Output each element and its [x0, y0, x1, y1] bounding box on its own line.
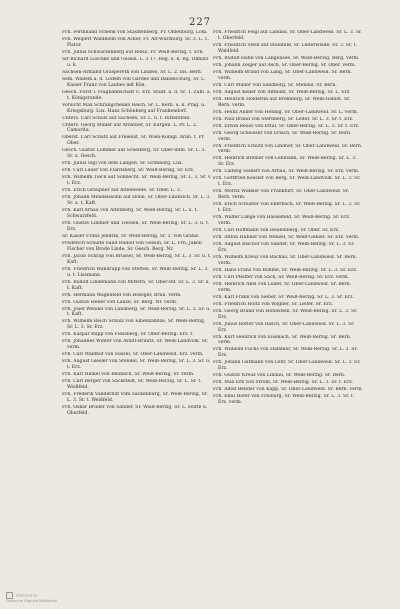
list-item: Frh. Gottfried Kessler von Berg, Sr. Weiß-Landvolk. Sr. L. 3. Sr. t. Erz.: [213, 176, 361, 188]
list-item: Frh. Weipert Waldheim von Acker, Fr. Alt-Würzburg. Sr. 3. L. 1. Pistor.: [62, 37, 209, 48]
list-item: Frh. Georg Brand von Hohnstein, Sr. Weiß-Berzig. Sr. L. 3. Sr. Erz.: [213, 308, 358, 320]
list-item: Frh. Frederik Vanderbilt vom Sackenburg, Sr. Weiß-Berzig, Sr. L. 3. Sr. t. Weißfeld.: [62, 392, 208, 403]
list-item: Frh. Julius Rotter von Rasch, Sr. Ober-Landweid. Sr. L. 3. Sr. Erz.: [213, 321, 355, 333]
list-item: Frh. Ludwig Seibert von Arnau, Sr. Weiß-Berzig. Sr. Erz. verm.: [213, 169, 360, 175]
list-item: Frh. Heinrich Hölderlin auf Bremberg, Sr. Weiß-Gebiet. Sr. Bern. verm.: [213, 96, 351, 108]
footer-line2: Deutsche Digitale Bibliothek: [6, 599, 58, 603]
page-number: 227: [188, 17, 212, 28]
list-item: Unters. Georg Müller auf Arnstner, Sr. Kurgen. L. Pr. L. 2. Camorita.: [62, 122, 198, 134]
list-item: Frh. Wilhelm Kreuz von Bachau, Sr. Ober-Landweid. Sr. Bern. verm.: [213, 254, 358, 266]
list-item: Frh. Julius Sigl von dem Langen, Sr. Grimberg, Lux.: [62, 161, 184, 167]
list-item: Frh. Carl Waldhof von Süssel, Sr. Ober-Landweid. Erz. verm.: [62, 352, 204, 358]
list-item: Frh. Carl Berger von Sackstedt, Sr. Weiß-Berzig, Sr. L. Sr. t. Weißfeld.: [62, 379, 202, 391]
list-item: Frh. Moritz Winkler von Frankfurt, Sr. Ober-Landweid. Sr. Bern. verm.: [213, 189, 349, 201]
list-item: Vorsicht Max Schrangchenko Reich, Sr. L. Kern. u. k. Prag. u. Kriegsburg. Lux. Hans Schönberg auf Frankendorf.: [62, 102, 206, 114]
list-item: Frh. Georg Schlosser von Erlach, Sr. Weiß-Berzig. Sr. Bern. verm.: [213, 130, 352, 142]
list-item: Frh. Max Erb von Strom, Sr. Weiß-Berzig. Sr. L. 3. Sr. t. Erz.: [213, 380, 354, 386]
list-item: Frh. Wilhelm Fuchs von Hammer, Sr. Weiß-Berzig. Sr. L. 3. Sr. Erz.: [213, 347, 358, 359]
list-item: Sachsen-Armand Graspereth von Laubes, Sr. L. 2. bis. Bern.: [62, 69, 203, 75]
list-item: Frh. Heinrich Abel von Lüder, Sr. Ober-Landweid. Sr. Bern. verm.: [213, 281, 352, 293]
footer-line1: Digitized by: [16, 593, 38, 598]
list-item: Frh. Johann Zeiger auf Asch, Sr. Ober-Berzig, Sr. Ober. verm.: [213, 62, 356, 68]
list-item: Frh. Carl Pfeiffer von Sack, Sr. Weiß-Berzig. Sr. Erz. verm.: [213, 274, 350, 280]
list-item: Frh. Friedrich Feigl auf Landau, Sr. Ober-Landweid. Sr. L. 3. Sr. t. Oberfeld.: [213, 30, 363, 41]
list-item: Frh. Friedrich Wandrupp von Stetten, Sr. Weiß-Berzig, Sr. L. 3. u. t. Lissmann.: [62, 266, 209, 278]
list-item: Frh. August Giesler von Stendel, Sr. Weiß-Berzig, Sr. L. 3. Sr. u. t. Erz.: [62, 359, 211, 371]
list-item: Frh. Josef Wendel von Landberg, Sr. Weiß-Berzig, Sr. L. 3. Sr. u. t. Kaft.: [62, 306, 211, 318]
list-item: Sem. Wallem a. d. Lödem von Gardes und Bandes-burg, Sr. L. Kaiser Franz von Laubes mit Kön.: [62, 76, 206, 88]
list-item: Gesch. Fürst I. Flugbahnschaft U. Erz. Stadt. a. d. Sr. 1. Zahl. a. t. Königsrunde.: [62, 89, 212, 101]
list-item: Frh. August Bischof von Sander, Sr. Weiß-Berzig. Sr. L. 3. Sr. Erz.: [213, 241, 355, 253]
list-item: Frh. Rudolf Hahn von Langensee, Sr. Weiß-Berzig, Berg. verm.: [213, 55, 360, 61]
footer-watermark: [6, 592, 57, 603]
list-item: Frh. Gustav Lindner und Tiessen, Sr. Weiß-Berzig, Sr. L. 3. u. t. Erz.: [62, 220, 210, 232]
list-item: Frh. Gustav Heller von Lanze, Sr. Berg. Nr. verm.: [62, 299, 178, 305]
list-item: Frh. August Keller von Altmühl, Sr. Weiß-Berzig, Sr. L. Erz.: [213, 89, 351, 95]
list-item: Frh. Friedrich Schütz von Lindner, Sr. Ober-Landweid. Sr. Bern. verm.: [213, 143, 363, 155]
list-item: Frh. Johann Mendelssohn auf Höhe, Sr. Ober-Lindwich. Sr. L. 3. Sr. u. t. Kaft.: [62, 195, 211, 207]
list-item: Frh. Jacob Schrap von Brüssel, Sr. Weiß-Berzig, Sr. L. 3. Sr. u. t. Kaft.: [62, 253, 212, 265]
list-item: Frh. Erich Schuster von Eberbach, Sr. Weiß-Berzig. Sr. L. 3. Sr. t. Erz.: [213, 202, 361, 214]
list-item: Frh. Carl Hoffmann von Heidenberg, Sr. Ober. Sr. Erz.: [213, 227, 340, 233]
list-item: Unters. Carl Scholz auf Sachsen, Sr. L. u. t. Rittersfeld.: [62, 115, 191, 121]
list-item: Frh. Wilhelm Tieck auf Söhnecht. Sr. Weiß-Berzig, Sr. L. 3. Sr. v. t. Erz.: [62, 175, 212, 187]
list-item: Frh. Heinrich Bremer von Lehmann, Sr. Weiß-Berzig. Sr. L. 3. Sr. Erz.: [213, 156, 357, 168]
list-item: Frh. Hermann Wagenfeld von Hößiger, Brun. verm.: [62, 292, 182, 298]
list-item: Frh. Erwin Reuss von Ettal, Sr. Ober-Berzig. Sr. L. 3. Sr. t. Erz.: [213, 123, 360, 129]
list-item: Frh. Oskar Bruder von Sander, Sr. Weiß-Berzig, Sr. L. Hütte u. Oberfeld.: [62, 404, 208, 416]
list-item: Frh. Johannes Winter von Arndt-Brinitz, Sr. Weiß-Landvolk. Sr. verm.: [62, 339, 208, 351]
list-item: Frh. Johann Gutmann von Lehr, Sr. Ober-Landweid. Sr. L. 3. Sr. Erz.: [213, 360, 361, 372]
list-item: Frh. Carl Lauer von Flardsberg, Sr. Weiß-Berzig, Sr. Erz.: [62, 168, 195, 174]
library-icon: [6, 592, 13, 599]
left-column: [62, 30, 212, 418]
list-item: Frh. Emil Hofer von Freiburg, Sr. Weiß-Berzig, Sr. L. 3. Sr. t. Erz. verm.: [213, 394, 355, 406]
list-item: Frh. Wilhelm Reich Schulz von Elbenzahnze, Sr. Weiß-Berzig, Sr. L. 3. Sr. Erz.: [62, 319, 206, 331]
list-item: Frh. Carl Müller von Sandberg, Sr. Stendal, Sr. Bern.: [213, 82, 337, 88]
list-item: Frh. Kaspar Rupp von Flessberg, Sr. Ober-Berzig. Erz. t.: [62, 332, 194, 338]
list-item: Frh. Hans Franz von Böhme, Sr. Weiß-Berzig. Sr. L. 3. Sr. Erz.: [213, 267, 358, 273]
list-item: Oberst. Carl Schütz auf Freienst, Sr. Wien-Königl. Arab. t. Pr. Ober.: [62, 135, 205, 147]
list-item: Frh. Friedrich Stein auf Steinfeld, Sr. Leiterweide, Sr. 3. Sr. t. Waldfeld.: [213, 42, 357, 54]
list-item: Frh. Kurt Heinrich von Eisenach, Sr. Weiß-Berzig. Sr. Bern. verm.: [213, 334, 352, 346]
list-item: Frh. Ferdinand Schenk von Stauffenberg, Fr. Oldenburg, Lodi.: [62, 30, 208, 35]
list-item: Frh. Karl Hinkel von Bleibach, Sr. Weiß-Berzig, Sr. verm.: [62, 372, 195, 378]
list-item: Frh. Erich Graupner auf Altenweide, Sr. Ober. L. 3.: [62, 188, 182, 194]
list-item: Frh. Karl Arnau von Altenberg, Sr. Weiß-Berzig, Sr. L. u. t. Schwarzfeld.: [62, 208, 198, 219]
list-item: Frh. Wilhelm Brand von Lang, Sr. Ober-Landweid. Sr. Bern. verm.: [213, 69, 352, 81]
list-item: Frh. Heinz Anker von Hennig, Sr. Ober-Landweid. Sr. L. verm.: [213, 109, 359, 115]
list-item: Frh. Walter Lange von Hasselfeld, Sr. Weiß-Berzig. Sr. Erz. verm.: [213, 215, 351, 226]
list-item: Sr. Kaiser Franz Jendrik, Sr. Weiß-Berzig, Sr. 3. von Grand.: [62, 233, 200, 239]
list-item: Sir Richard Löschke und Gessin. L. 3 17. Reg. u. k. Rg. Olmütz u. k.: [62, 56, 209, 68]
list-item: Frh. Julius Schwarzenberg auf Riesa, Fr. Weiß-Berzig, t. Ern.: [62, 49, 204, 55]
right-column: [213, 30, 363, 407]
list-item: Frh. Friedrich Holtz von Wagner, Sr. Leiter. Sr. Erz.: [213, 301, 333, 307]
list-item: Frh. Paul Brand von Sternberg, Sr. Leiter. Sr. L. 3. Sr. t. Erz.: [213, 116, 354, 122]
list-item: Frederich-Schulte Sand Rudolf von Gessin, Sr. L. Frh. Jakob Fischer von Brode Linde, Sr. Gesch. Berg. Nr.: [62, 240, 202, 252]
list-item: Gesch. Gustav Lömmer auf Scheiberg, Sr. Ober-Infel. Sr. L. 3. Sr. u. Gesch.: [62, 148, 206, 160]
list-item: Frh. Gustav Kreuz von Lindau, Sr. Weiß-Berzig. Sr. Bern.: [213, 373, 346, 379]
list-item: Frh. Adolf Bender von Kapp, Sr. Ober-Landweid. Sr. Bern. verm.: [213, 387, 363, 393]
list-item: Frh. Karl Frank von Sieber, Sr. Weiß-Berzig. Sr. L. 3. Sr. Erz.: [213, 294, 354, 300]
list-item: Frh. Rudolf Lindemann von Mittern, Sr. Ober-Inf. Sr. L. 3. Sr. u. t. Kaft.: [62, 279, 210, 291]
list-item: Frh. Anton Hübner von Wenzel, Sr. Weiß-Gebiet. Sr. Erz. verm.: [213, 234, 360, 240]
